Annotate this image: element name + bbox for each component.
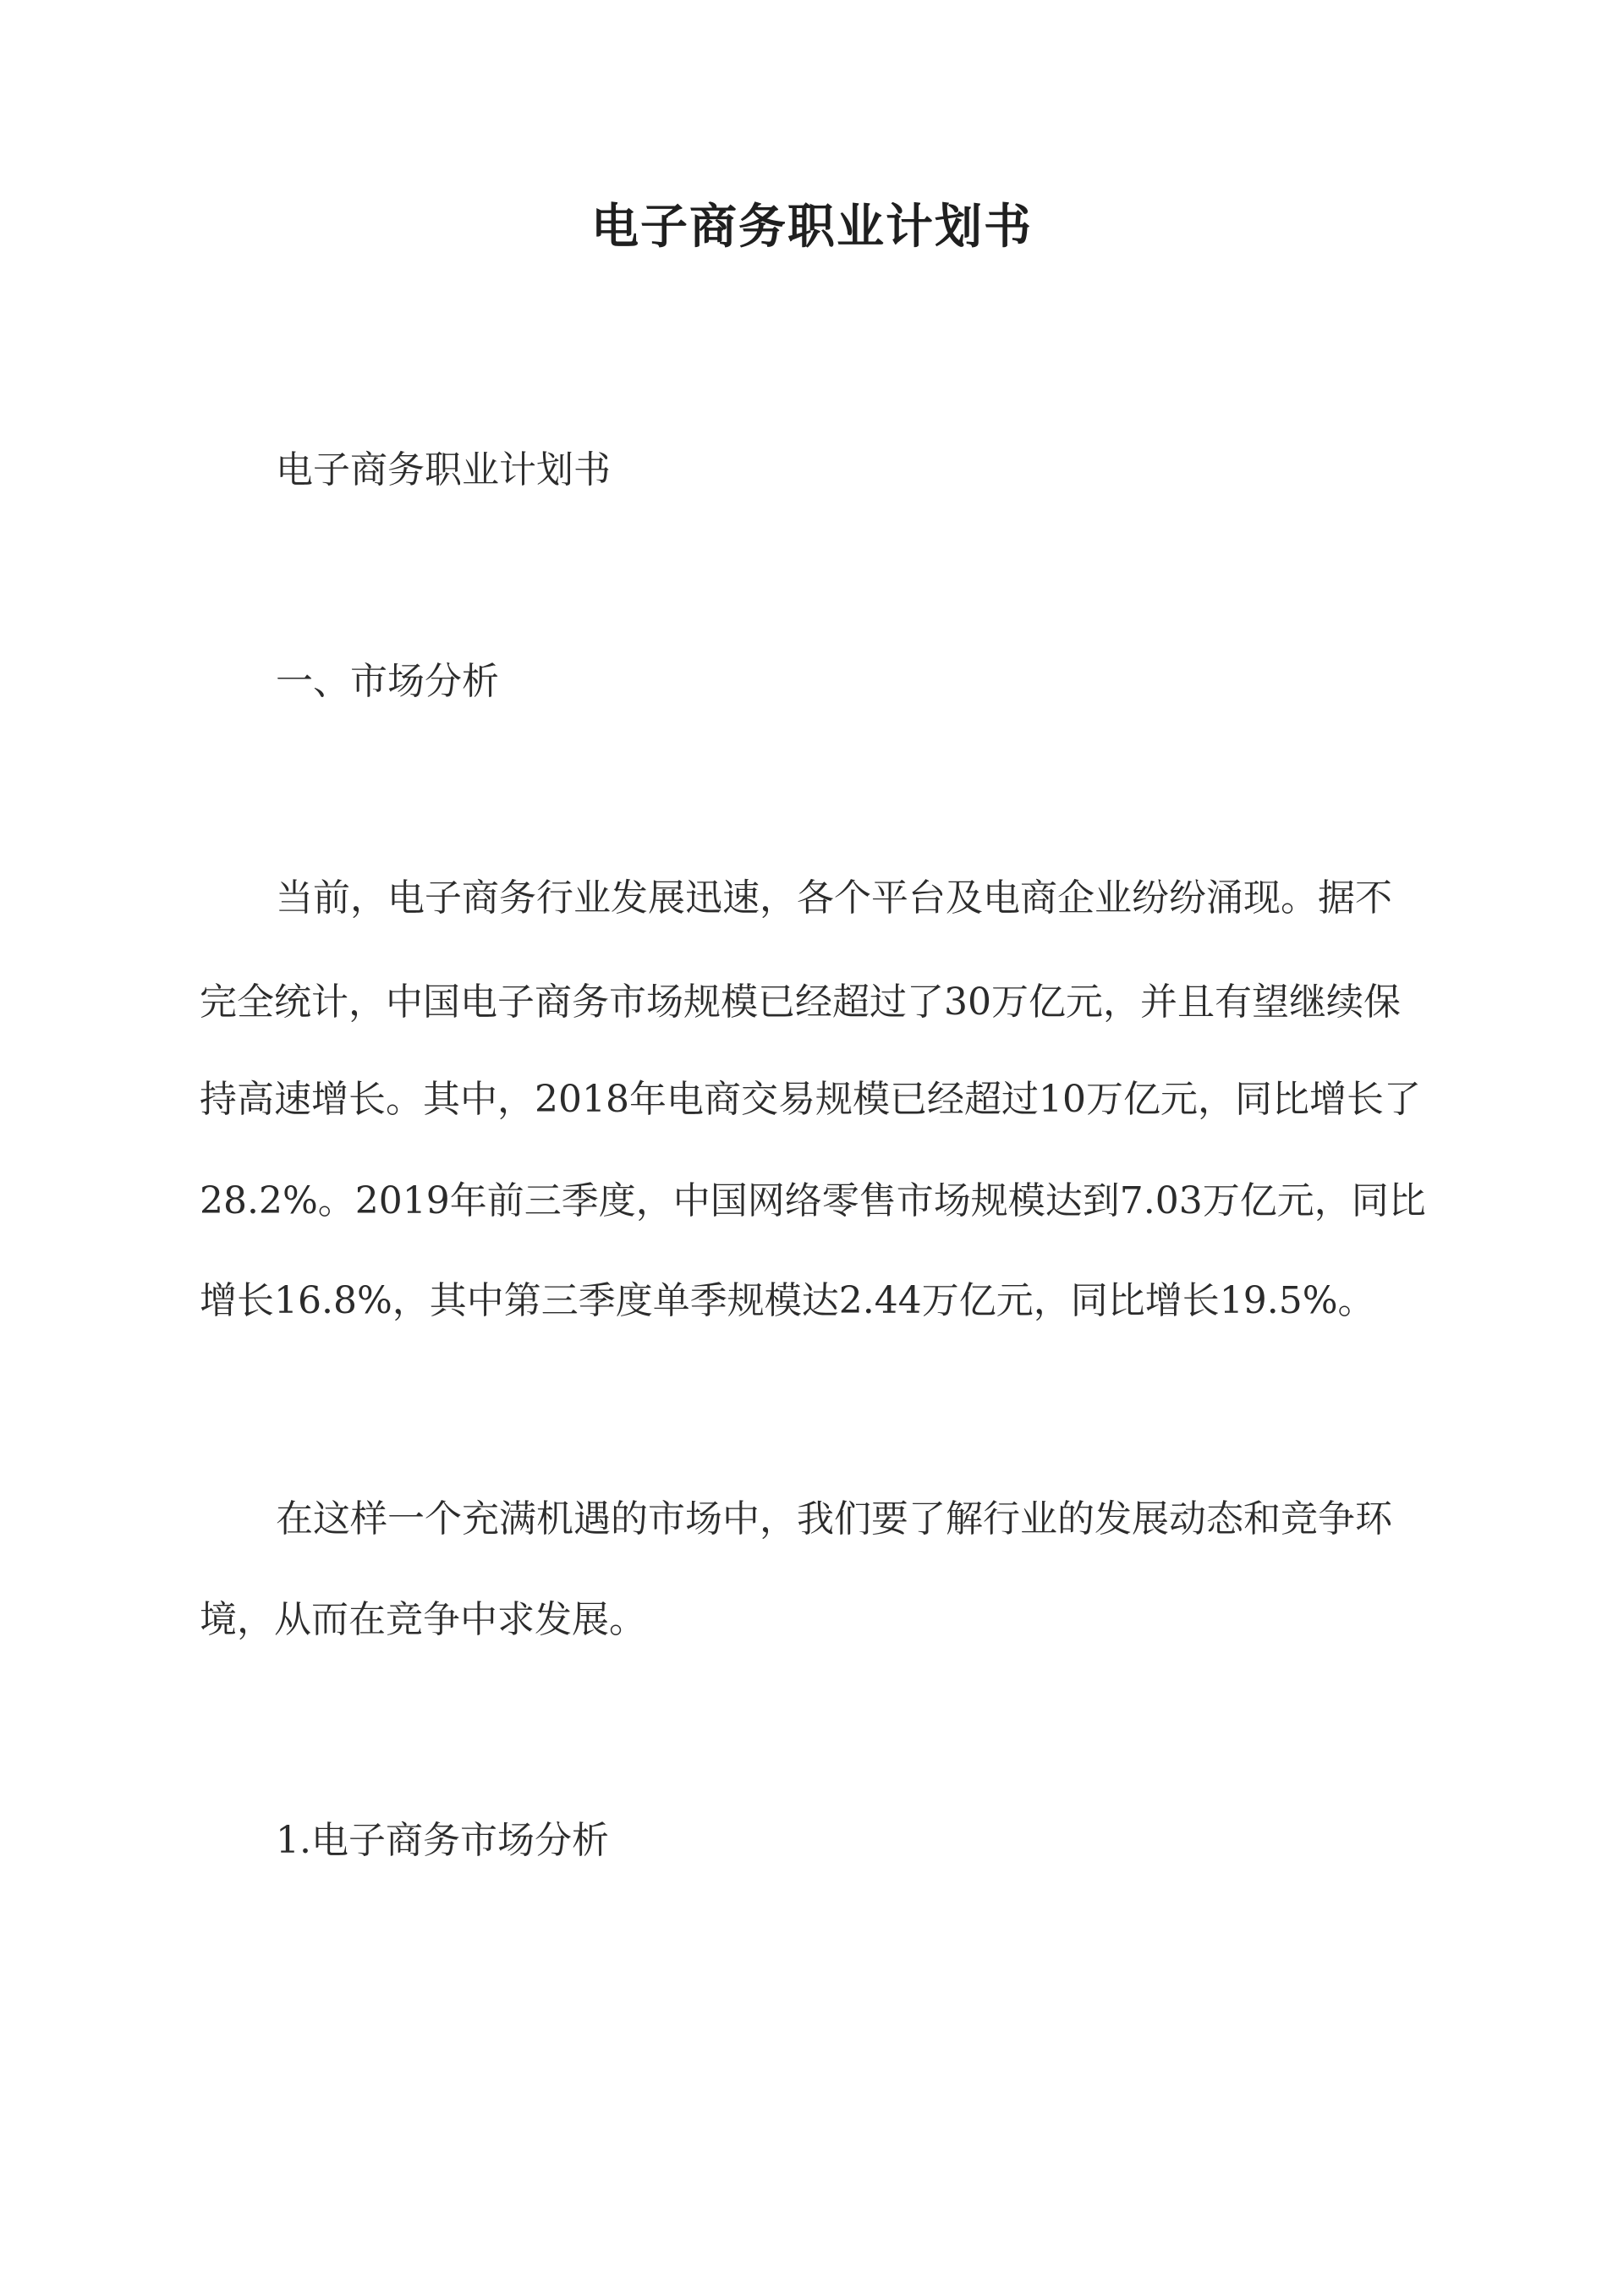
paragraph-line: 在这样一个充满机遇的市场中，我们要了解行业的发展动态和竞争环	[276, 1497, 1392, 1541]
subsection-heading-ecommerce-market: 1.电子商务市场分析	[276, 1819, 609, 1862]
paragraph-line: 境，从而在竞争中求发展。	[200, 1598, 646, 1641]
paragraph-line: 增长16.8%，其中第三季度单季规模达2.44万亿元，同比增长19.5%。	[200, 1279, 1375, 1322]
paragraph-line: 28.2%。2019年前三季度，中国网络零售市场规模达到7.03万亿元，同比	[200, 1179, 1426, 1222]
document-title: 电子商务职业计划书	[591, 199, 1033, 255]
section-heading-market-analysis: 一、市场分析	[276, 660, 499, 703]
document-subtitle: 电子商务职业计划书	[276, 448, 611, 492]
paragraph-line: 完全统计，中国电子商务市场规模已经超过了30万亿元，并且有望继续保	[200, 980, 1401, 1024]
paragraph-line: 当前，电子商务行业发展迅速，各个平台及电商企业纷纷涌现。据不	[276, 876, 1392, 920]
paragraph-line: 持高速增长。其中，2018年电商交易规模已经超过10万亿元，同比增长了	[200, 1078, 1421, 1121]
